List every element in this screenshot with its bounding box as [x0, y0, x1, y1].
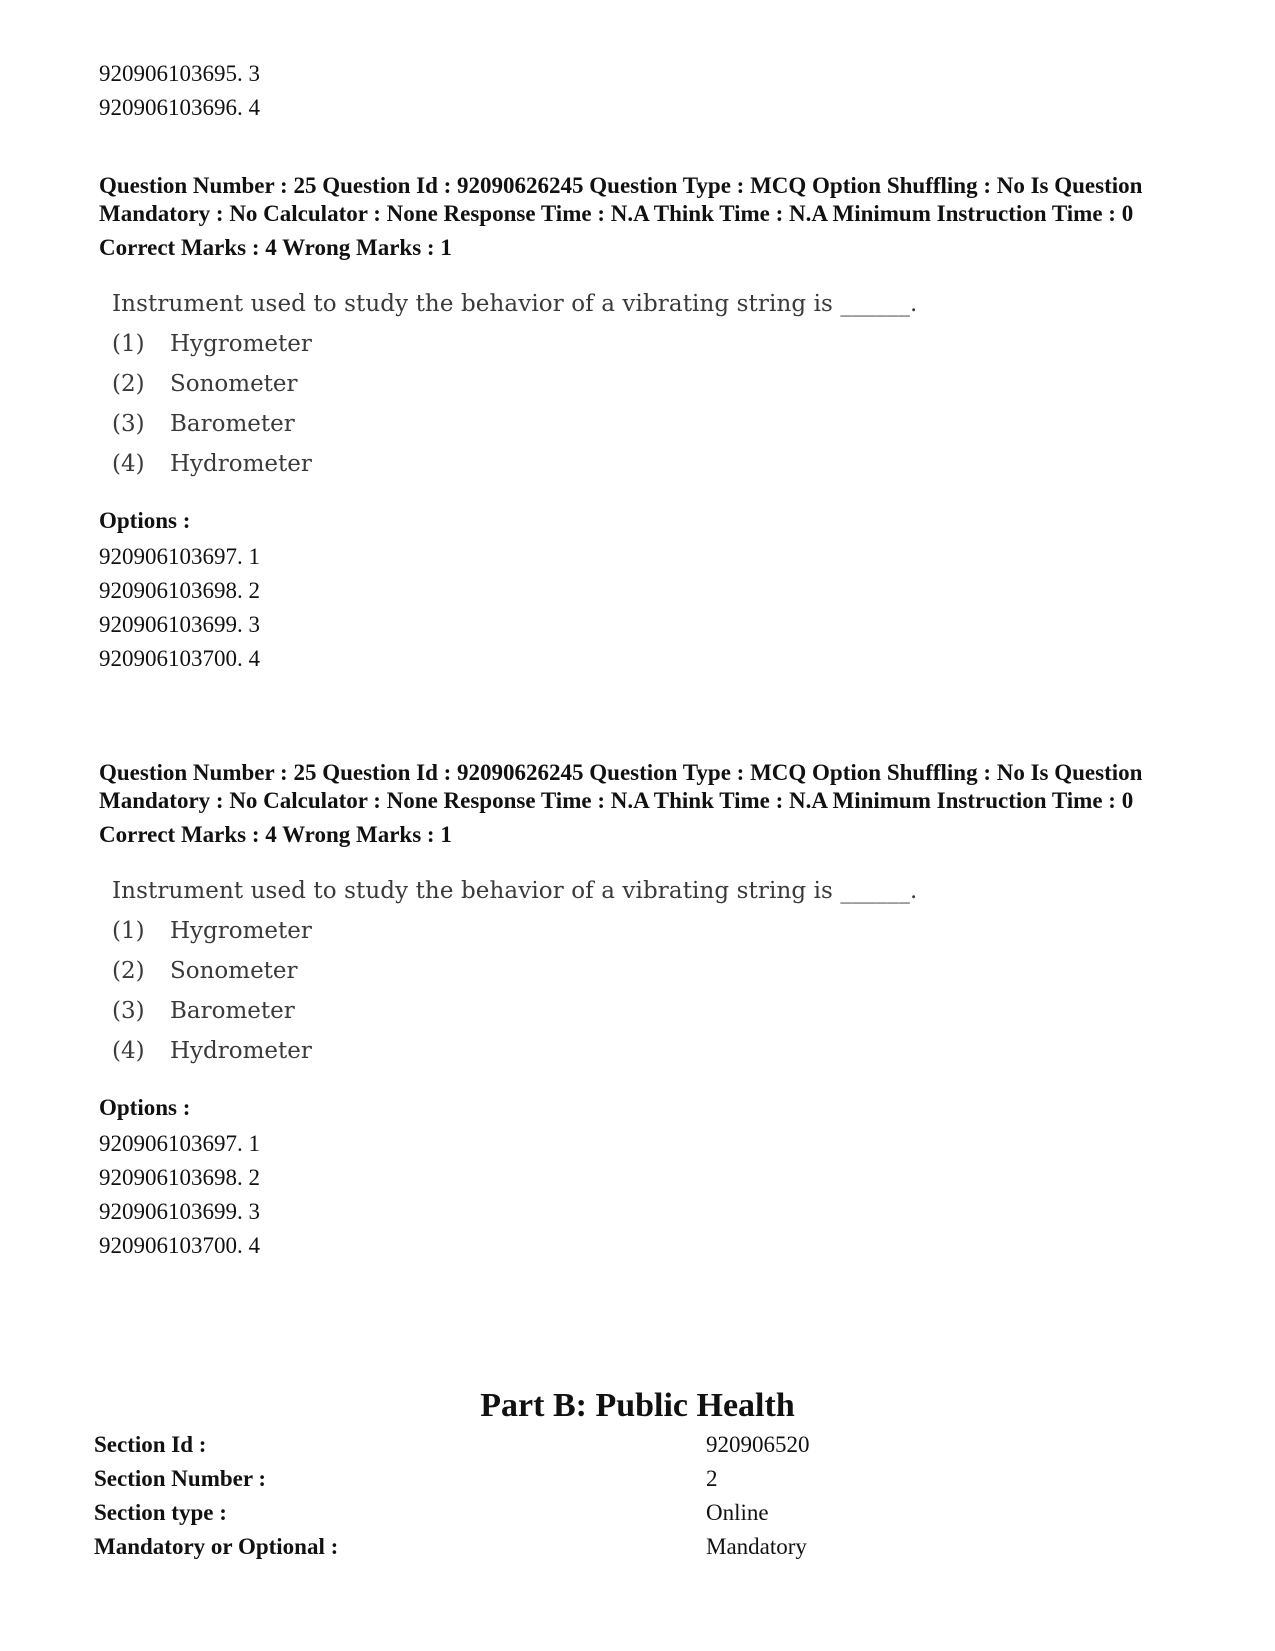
choice-number: (2) [112, 958, 145, 984]
question-marks: Correct Marks : 4 Wrong Marks : 1 [99, 822, 452, 847]
choice-label: Hydrometer [170, 1038, 312, 1064]
meta-value: Mandatory [706, 1534, 807, 1559]
option-line: 920906103699. 3 [99, 612, 260, 637]
option-line: 920906103697. 1 [99, 544, 260, 569]
choice-item [112, 444, 1179, 484]
meta-value: 920906520 [706, 1432, 810, 1457]
option-line: 920906103696. 4 [99, 95, 260, 120]
meta-label: Mandatory or Optional : [94, 1534, 339, 1559]
choice-label: Barometer [170, 411, 295, 437]
part-title: Part B: Public Health [480, 1387, 795, 1424]
choice-item [112, 324, 1179, 364]
option-line: 920906103698. 2 [99, 1165, 260, 1190]
question-text: Instrument used to study the behavior of a vibrating string is ______. [112, 291, 918, 317]
choice-number: (1) [112, 331, 145, 357]
choice-number: (3) [112, 998, 145, 1024]
option-line: 920906103697. 1 [99, 1131, 260, 1156]
choice-label: Sonometer [170, 371, 298, 397]
question-image [112, 284, 1179, 484]
choice-label: Hygrometer [170, 331, 312, 357]
option-line: 920906103698. 2 [99, 578, 260, 603]
previous-question-options [99, 57, 260, 125]
choice-number: (4) [112, 1038, 145, 1064]
choice-label: Hydrometer [170, 451, 312, 477]
question-block [99, 759, 1179, 1263]
choice-item [112, 951, 1179, 991]
question-text: Instrument used to study the behavior of a vibrating string is ______. [112, 878, 918, 904]
meta-value: Online [706, 1500, 769, 1525]
choice-number: (1) [112, 918, 145, 944]
choice-label: Sonometer [170, 958, 298, 984]
choice-item [112, 404, 1179, 444]
choice-item [112, 991, 1179, 1031]
option-line: 920906103700. 4 [99, 1233, 260, 1258]
question-header: Question Number : 25 Question Id : 92090626245 Question Type : MCQ Option Shuffling : No Is Question Mandatory : No Calculator : None Response Time : N.A Think Time : N.A Minimum Instruction Time : 0 [99, 173, 1143, 226]
meta-value: 2 [706, 1466, 718, 1491]
choice-label: Hygrometer [170, 918, 312, 944]
choice-item [112, 1031, 1179, 1071]
choice-number: (3) [112, 411, 145, 437]
option-line: 920906103700. 4 [99, 646, 260, 671]
options-heading: Options : [99, 508, 191, 533]
options-list [99, 1127, 1179, 1263]
choice-item [112, 364, 1179, 404]
option-line: 920906103699. 3 [99, 1199, 260, 1224]
choice-item [112, 911, 1179, 951]
choice-number: (2) [112, 371, 145, 397]
meta-label: Section type : [94, 1500, 227, 1525]
options-heading: Options : [99, 1095, 191, 1120]
meta-label: Section Number : [94, 1466, 267, 1491]
meta-label: Section Id : [94, 1432, 207, 1457]
option-line: 920906103695. 3 [99, 61, 260, 86]
choice-label: Barometer [170, 998, 295, 1024]
options-list [99, 540, 1179, 676]
choice-number: (4) [112, 451, 145, 477]
question-image [112, 871, 1179, 1071]
question-marks: Correct Marks : 4 Wrong Marks : 1 [99, 235, 452, 260]
question-block [99, 172, 1179, 676]
question-header: Question Number : 25 Question Id : 92090626245 Question Type : MCQ Option Shuffling : No Is Question Mandatory : No Calculator : None Response Time : N.A Think Time : N.A Minimum Instruction Time : 0 [99, 760, 1143, 813]
